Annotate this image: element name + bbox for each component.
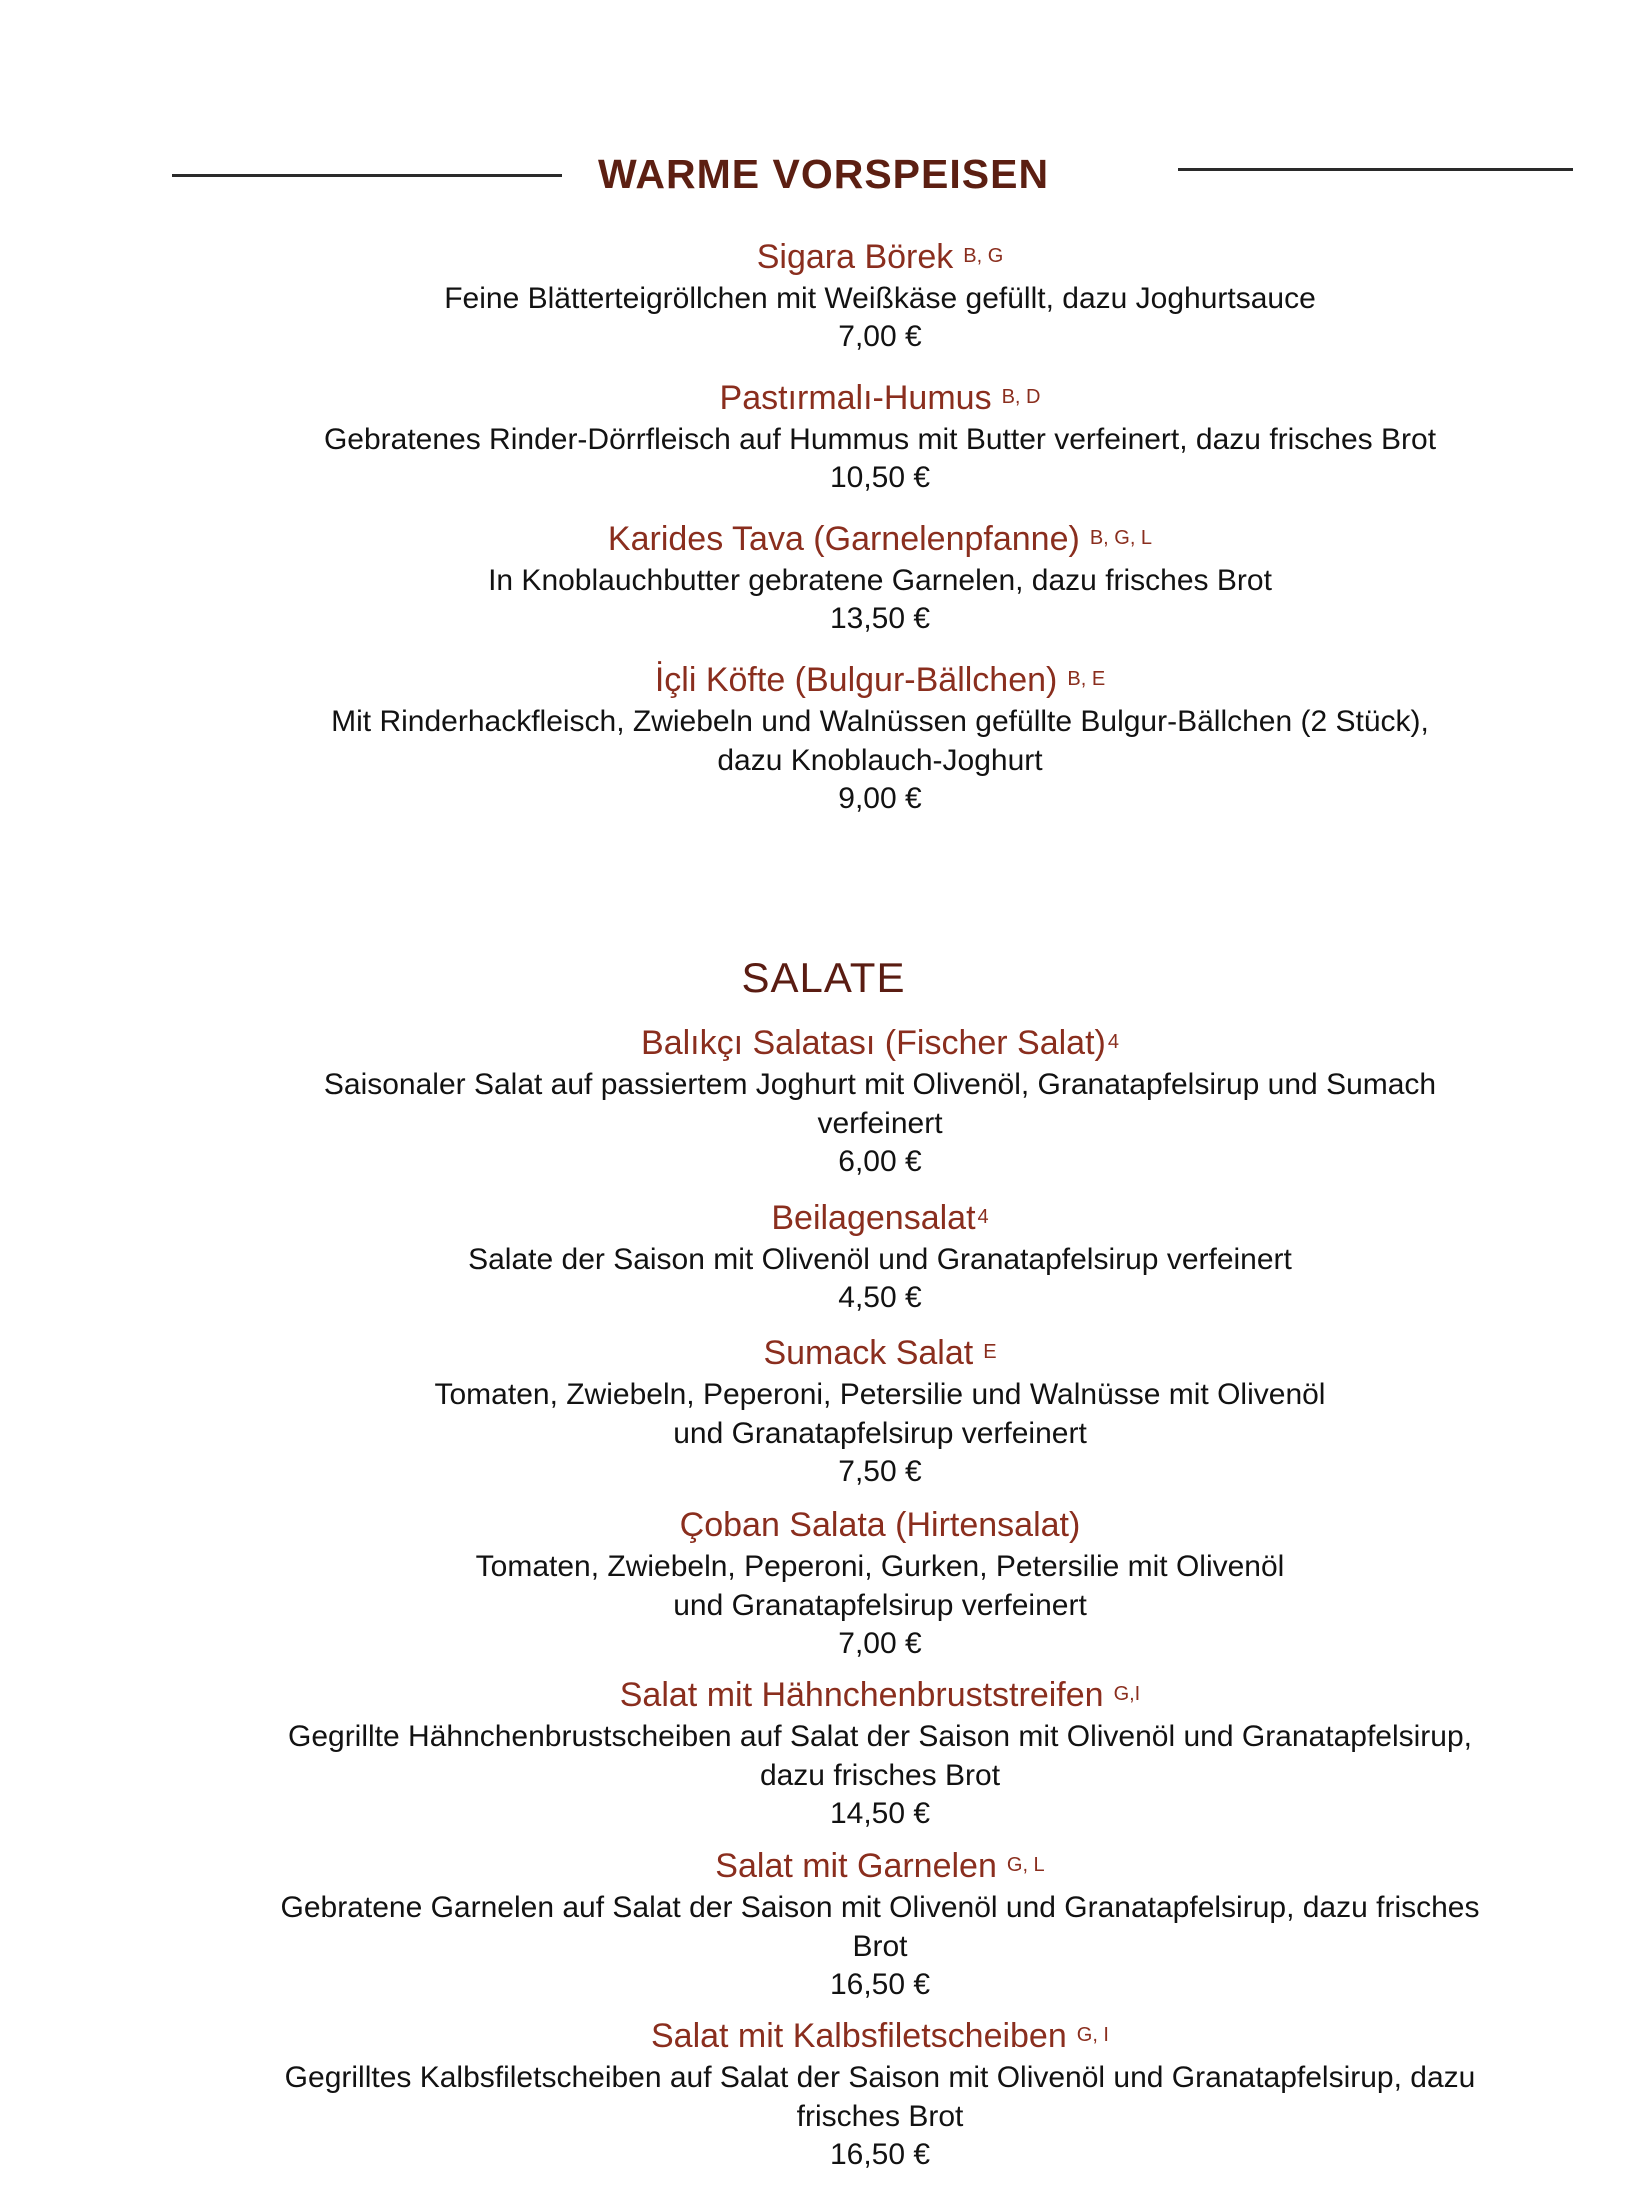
allergen-codes: G,I bbox=[1113, 1682, 1141, 1705]
item-price: 4,50 € bbox=[838, 1281, 922, 1314]
item-price: 10,50 € bbox=[829, 461, 931, 494]
item-name: Salat mit Hähnchenbruststreifen bbox=[619, 1676, 1104, 1714]
item-description: verfeinert bbox=[817, 1107, 943, 1140]
item-price: 16,50 € bbox=[829, 1968, 931, 2001]
menu-item bbox=[180, 376, 1580, 497]
menu-item bbox=[180, 1673, 1580, 1833]
allergen-codes: B, D bbox=[1001, 385, 1041, 408]
allergen-codes: B, E bbox=[1067, 667, 1106, 690]
section-title: SALATE bbox=[741, 954, 906, 1001]
item-description: dazu frisches Brot bbox=[759, 1759, 1001, 1792]
divider-left bbox=[172, 174, 562, 177]
item-name: Salat mit Kalbsfiletscheiben bbox=[650, 2017, 1067, 2055]
item-description: Gebratene Garnelen auf Salat der Saison mit Olivenöl und Granatapfelsirup, dazu frisches bbox=[280, 1891, 1480, 1924]
item-description: Brot bbox=[852, 1930, 908, 1963]
item-description: Tomaten, Zwiebeln, Peperoni, Gurken, Petersilie mit Olivenöl bbox=[475, 1550, 1285, 1583]
item-description: Saisonaler Salat auf passiertem Joghurt mit Olivenöl, Granatapfelsirup und Sumach bbox=[323, 1068, 1437, 1101]
item-description: Tomaten, Zwiebeln, Peperoni, Petersilie und Walnüsse mit Olivenöl bbox=[434, 1378, 1326, 1411]
item-price: 16,50 € bbox=[829, 2138, 931, 2171]
item-description: Salate der Saison mit Olivenöl und Granatapfelsirup verfeinert bbox=[468, 1243, 1292, 1276]
item-description: frisches Brot bbox=[796, 2100, 964, 2133]
allergen-codes: B, G bbox=[963, 244, 1004, 267]
item-name: Balıkçı Salatası (Fischer Salat) bbox=[641, 1024, 1106, 1062]
allergen-codes: 4 bbox=[977, 1205, 989, 1228]
item-price: 13,50 € bbox=[829, 602, 931, 635]
menu-item bbox=[180, 517, 1580, 638]
allergen-codes: G, L bbox=[1006, 1853, 1045, 1876]
item-description: Feine Blätterteigröllchen mit Weißkäse gefüllt, dazu Joghurtsauce bbox=[444, 282, 1316, 315]
item-name: Sigara Börek bbox=[756, 238, 954, 276]
item-price: 7,50 € bbox=[838, 1455, 922, 1488]
menu-item bbox=[180, 2014, 1580, 2174]
item-description: Gebratenes Rinder-Dörrfleisch auf Hummus mit Butter verfeinert, dazu frisches Brot bbox=[323, 423, 1437, 456]
allergen-codes: G, I bbox=[1076, 2023, 1109, 2046]
menu-item bbox=[180, 658, 1580, 818]
item-price: 7,00 € bbox=[838, 320, 922, 353]
allergen-codes: E bbox=[983, 1340, 997, 1363]
item-name: Sumack Salat bbox=[763, 1334, 974, 1372]
allergen-codes: 4 bbox=[1107, 1030, 1119, 1053]
menu-item bbox=[180, 1503, 1580, 1663]
item-price: 9,00 € bbox=[838, 782, 922, 815]
allergen-codes: B, G, L bbox=[1089, 526, 1153, 549]
menu-item bbox=[180, 1844, 1580, 2004]
item-price: 6,00 € bbox=[838, 1145, 922, 1178]
item-price: 14,50 € bbox=[829, 1797, 931, 1830]
item-name: İçli Köfte (Bulgur-Bällchen) bbox=[654, 661, 1058, 699]
item-description: Gegrilltes Kalbsfiletscheiben auf Salat der Saison mit Olivenöl und Granatapfelsirup, dazu bbox=[284, 2061, 1476, 2094]
item-name: Çoban Salata (Hirtensalat) bbox=[679, 1506, 1081, 1544]
item-description: In Knoblauchbutter gebratene Garnelen, dazu frisches Brot bbox=[488, 564, 1272, 597]
menu-item bbox=[180, 1196, 1580, 1317]
divider-right bbox=[1178, 168, 1573, 171]
item-description: und Granatapfelsirup verfeinert bbox=[673, 1417, 1087, 1450]
section-header-warme-vorspeisen bbox=[0, 146, 1647, 202]
item-price: 7,00 € bbox=[838, 1627, 922, 1660]
item-description: und Granatapfelsirup verfeinert bbox=[673, 1589, 1087, 1622]
menu-item bbox=[180, 1331, 1580, 1491]
section-title: WARME VORSPEISEN bbox=[597, 150, 1050, 197]
item-name: Beilagensalat bbox=[771, 1199, 976, 1237]
section-header-salate bbox=[0, 950, 1647, 1006]
item-name: Karides Tava (Garnelenpfanne) bbox=[607, 520, 1080, 558]
menu-item bbox=[180, 235, 1580, 356]
menu-item bbox=[180, 1021, 1580, 1181]
item-name: Pastırmalı-Humus bbox=[719, 379, 992, 417]
item-description: dazu Knoblauch-Joghurt bbox=[717, 744, 1043, 777]
item-description: Gegrillte Hähnchenbrustscheiben auf Salat der Saison mit Olivenöl und Granatapfelsirup, bbox=[287, 1720, 1472, 1753]
item-description: Mit Rinderhackfleisch, Zwiebeln und Walnüssen gefüllte Bulgur-Bällchen (2 Stück), bbox=[331, 705, 1429, 738]
item-name: Salat mit Garnelen bbox=[715, 1847, 997, 1885]
